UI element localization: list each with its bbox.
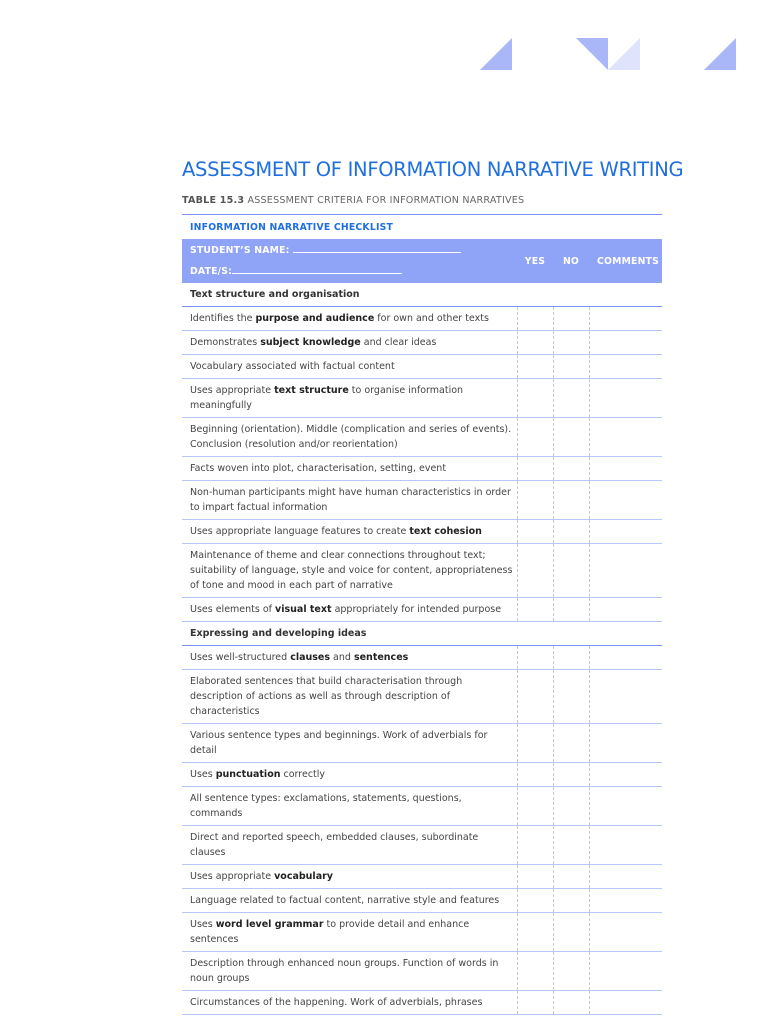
- criteria-row: [182, 952, 662, 991]
- criteria-row: [182, 520, 662, 544]
- criteria-text: [182, 646, 517, 670]
- criteria-row: [182, 307, 662, 331]
- comments-cell[interactable]: [589, 481, 662, 520]
- criteria-row: [182, 670, 662, 724]
- section-title: Expressing and developing ideas: [182, 622, 662, 646]
- dates-field[interactable]: [190, 261, 517, 282]
- criteria-keyword: sentences: [353, 652, 409, 663]
- criteria-text-part: Vocabulary associated with factual content: [190, 361, 395, 372]
- criteria-text-part: Uses: [190, 919, 216, 930]
- yes-cell[interactable]: [517, 787, 553, 826]
- no-cell[interactable]: [553, 763, 589, 787]
- comments-cell[interactable]: [589, 889, 662, 913]
- yes-cell[interactable]: [517, 670, 553, 724]
- checklist-title-row: [182, 215, 662, 240]
- comments-cell[interactable]: [589, 865, 662, 889]
- criteria-row: [182, 457, 662, 481]
- criteria-text-part: Uses appropriate: [190, 385, 275, 396]
- criteria-text: [182, 952, 517, 991]
- criteria-text: [182, 787, 517, 826]
- criteria-keyword: punctuation: [215, 769, 281, 780]
- no-cell[interactable]: [553, 991, 589, 1015]
- yes-cell[interactable]: [517, 889, 553, 913]
- criteria-text: [182, 865, 517, 889]
- comments-cell[interactable]: [589, 544, 662, 598]
- criteria-text-part: Uses well-structured: [190, 652, 291, 663]
- criteria-row: [182, 763, 662, 787]
- criteria-text: [182, 724, 517, 763]
- comments-cell[interactable]: [589, 670, 662, 724]
- comments-cell[interactable]: [589, 787, 662, 826]
- criteria-keyword: vocabulary: [274, 871, 333, 882]
- no-cell[interactable]: [553, 331, 589, 355]
- table-caption-text: ASSESSMENT CRITERIA FOR INFORMATION NARRATIVES: [247, 195, 525, 206]
- criteria-text-part: Demonstrates: [190, 337, 261, 348]
- criteria-text-part: correctly: [280, 769, 326, 780]
- criteria-text-part: All sentence types: exclamations, statements, questions, commands: [190, 793, 462, 819]
- checklist-table: [182, 214, 662, 1015]
- criteria-keyword: purpose and audience: [255, 313, 375, 324]
- triangle-shape: [480, 38, 512, 70]
- comments-column-header: COMMENTS: [589, 239, 662, 283]
- yes-cell[interactable]: [517, 544, 553, 598]
- no-cell[interactable]: [553, 355, 589, 379]
- criteria-row: [182, 724, 662, 763]
- criteria-row: [182, 889, 662, 913]
- table-number: TABLE 15.3: [182, 195, 245, 206]
- comments-cell[interactable]: [589, 991, 662, 1015]
- no-cell[interactable]: [553, 952, 589, 991]
- no-cell[interactable]: [553, 307, 589, 331]
- criteria-text: [182, 826, 517, 865]
- checklist-header-row: [182, 239, 662, 283]
- criteria-text-part: Uses elements of: [190, 604, 276, 615]
- criteria-text-part: for own and other texts: [374, 313, 489, 324]
- yes-cell[interactable]: [517, 865, 553, 889]
- criteria-text-part: and clear ideas: [360, 337, 437, 348]
- criteria-text: [182, 544, 517, 598]
- yes-cell[interactable]: [517, 826, 553, 865]
- comments-cell[interactable]: [589, 355, 662, 379]
- no-cell[interactable]: [553, 670, 589, 724]
- section-title: Text structure and organisation: [182, 283, 662, 307]
- student-name-label: STUDENT’S NAME:: [190, 245, 290, 256]
- criteria-text: [182, 889, 517, 913]
- criteria-row: [182, 331, 662, 355]
- criteria-row: [182, 355, 662, 379]
- triangle-shape: [608, 38, 640, 70]
- criteria-text-part: appropriately for intended purpose: [331, 604, 502, 615]
- comments-cell[interactable]: [589, 724, 662, 763]
- student-name-line: [293, 242, 461, 253]
- yes-cell[interactable]: [517, 331, 553, 355]
- triangle-shape: [704, 38, 736, 70]
- comments-cell[interactable]: [589, 520, 662, 544]
- criteria-text: [182, 379, 517, 418]
- criteria-keyword: subject knowledge: [260, 337, 361, 348]
- yes-cell[interactable]: [517, 991, 553, 1015]
- criteria-keyword: text structure: [274, 385, 349, 396]
- page-title: ASSESSMENT OF INFORMATION NARRATIVE WRITING: [182, 158, 684, 181]
- section-header-row: [182, 622, 662, 646]
- yes-cell[interactable]: [517, 307, 553, 331]
- criteria-text-part: Description through enhanced noun groups. Function of words in noun groups: [190, 958, 499, 984]
- section-header-row: [182, 283, 662, 307]
- criteria-text: [182, 763, 517, 787]
- criteria-row: [182, 865, 662, 889]
- dates-label: DATE/S:: [190, 266, 233, 277]
- no-cell[interactable]: [553, 418, 589, 457]
- criteria-text-part: Identifies the: [190, 313, 256, 324]
- comments-cell[interactable]: [589, 763, 662, 787]
- criteria-text-part: to organise information meaningfully: [190, 385, 464, 411]
- no-cell[interactable]: [553, 598, 589, 622]
- no-cell[interactable]: [553, 787, 589, 826]
- yes-cell[interactable]: [517, 481, 553, 520]
- comments-cell[interactable]: [589, 952, 662, 991]
- criteria-keyword: clauses: [290, 652, 331, 663]
- criteria-row: [182, 544, 662, 598]
- dates-line: [232, 263, 402, 274]
- triangle-shape: [576, 38, 608, 70]
- comments-cell[interactable]: [589, 826, 662, 865]
- no-cell[interactable]: [553, 520, 589, 544]
- no-cell[interactable]: [553, 913, 589, 952]
- yes-cell[interactable]: [517, 520, 553, 544]
- yes-cell[interactable]: [517, 355, 553, 379]
- criteria-text: [182, 481, 517, 520]
- criteria-row: [182, 913, 662, 952]
- criteria-row: [182, 646, 662, 670]
- no-cell[interactable]: [553, 379, 589, 418]
- checklist-title: INFORMATION NARRATIVE CHECKLIST: [182, 215, 662, 240]
- criteria-keyword: visual text: [275, 604, 332, 615]
- criteria-text-part: Various sentence types and beginnings. Work of adverbials for detail: [190, 730, 488, 756]
- criteria-text: [182, 307, 517, 331]
- criteria-row: [182, 481, 662, 520]
- comments-cell[interactable]: [589, 307, 662, 331]
- yes-cell[interactable]: [517, 379, 553, 418]
- criteria-text-part: Circumstances of the happening. Work of adverbials, phrases: [190, 997, 483, 1008]
- comments-cell[interactable]: [589, 418, 662, 457]
- no-cell[interactable]: [553, 457, 589, 481]
- comments-cell[interactable]: [589, 331, 662, 355]
- comments-cell[interactable]: [589, 379, 662, 418]
- criteria-text: [182, 355, 517, 379]
- no-column-header: NO: [553, 239, 589, 283]
- criteria-keyword: text cohesion: [409, 526, 482, 537]
- yes-cell[interactable]: [517, 457, 553, 481]
- student-fields: [182, 239, 517, 283]
- criteria-text: [182, 457, 517, 481]
- criteria-row: [182, 826, 662, 865]
- criteria-keyword: word level grammar: [215, 919, 324, 930]
- criteria-text: [182, 670, 517, 724]
- criteria-text-part: Uses: [190, 769, 216, 780]
- comments-cell[interactable]: [589, 598, 662, 622]
- criteria-text: [182, 520, 517, 544]
- criteria-text: [182, 991, 517, 1015]
- criteria-text-part: Maintenance of theme and clear connections throughout text; suitability of language, style and voice for content, appropriateness of tone and mood in each part of narrative: [190, 550, 513, 591]
- student-name-field[interactable]: [190, 240, 517, 261]
- criteria-text: [182, 598, 517, 622]
- yes-cell[interactable]: [517, 418, 553, 457]
- comments-cell[interactable]: [589, 646, 662, 670]
- criteria-text-part: Uses appropriate: [190, 871, 275, 882]
- yes-cell[interactable]: [517, 952, 553, 991]
- criteria-text: [182, 913, 517, 952]
- criteria-text-part: Non-human participants might have human characteristics in order to impart factual information: [190, 487, 511, 513]
- criteria-text-part: to provide detail and enhance sentences: [190, 919, 470, 945]
- no-cell[interactable]: [553, 724, 589, 763]
- yes-cell[interactable]: [517, 763, 553, 787]
- criteria-row: [182, 598, 662, 622]
- criteria-text-part: Direct and reported speech, embedded clauses, subordinate clauses: [190, 832, 479, 858]
- no-cell[interactable]: [553, 826, 589, 865]
- criteria-text-part: Language related to factual content, narrative style and features: [190, 895, 500, 906]
- criteria-row: [182, 418, 662, 457]
- yes-cell[interactable]: [517, 724, 553, 763]
- no-cell[interactable]: [553, 481, 589, 520]
- criteria-row: [182, 379, 662, 418]
- criteria-text-part: Uses appropriate language features to create: [190, 526, 410, 537]
- comments-cell[interactable]: [589, 457, 662, 481]
- criteria-text: [182, 418, 517, 457]
- no-cell[interactable]: [553, 544, 589, 598]
- criteria-text: [182, 331, 517, 355]
- criteria-text-part: Facts woven into plot, characterisation, setting, event: [190, 463, 447, 474]
- yes-cell[interactable]: [517, 598, 553, 622]
- criteria-text-part: Elaborated sentences that build characterisation through description of actions as well as through description of characteristics: [190, 676, 463, 717]
- yes-column-header: YES: [517, 239, 553, 283]
- no-cell[interactable]: [553, 865, 589, 889]
- comments-cell[interactable]: [589, 913, 662, 952]
- criteria-text-part: and: [330, 652, 354, 663]
- yes-cell[interactable]: [517, 913, 553, 952]
- no-cell[interactable]: [553, 646, 589, 670]
- criteria-row: [182, 991, 662, 1015]
- criteria-text-part: Beginning (orientation). Middle (complication and series of events). Conclusion (resolution and/or reorientation): [190, 424, 512, 450]
- decorative-triangles: [0, 0, 770, 80]
- no-cell[interactable]: [553, 889, 589, 913]
- criteria-row: [182, 787, 662, 826]
- table-caption: [182, 195, 524, 206]
- yes-cell[interactable]: [517, 646, 553, 670]
